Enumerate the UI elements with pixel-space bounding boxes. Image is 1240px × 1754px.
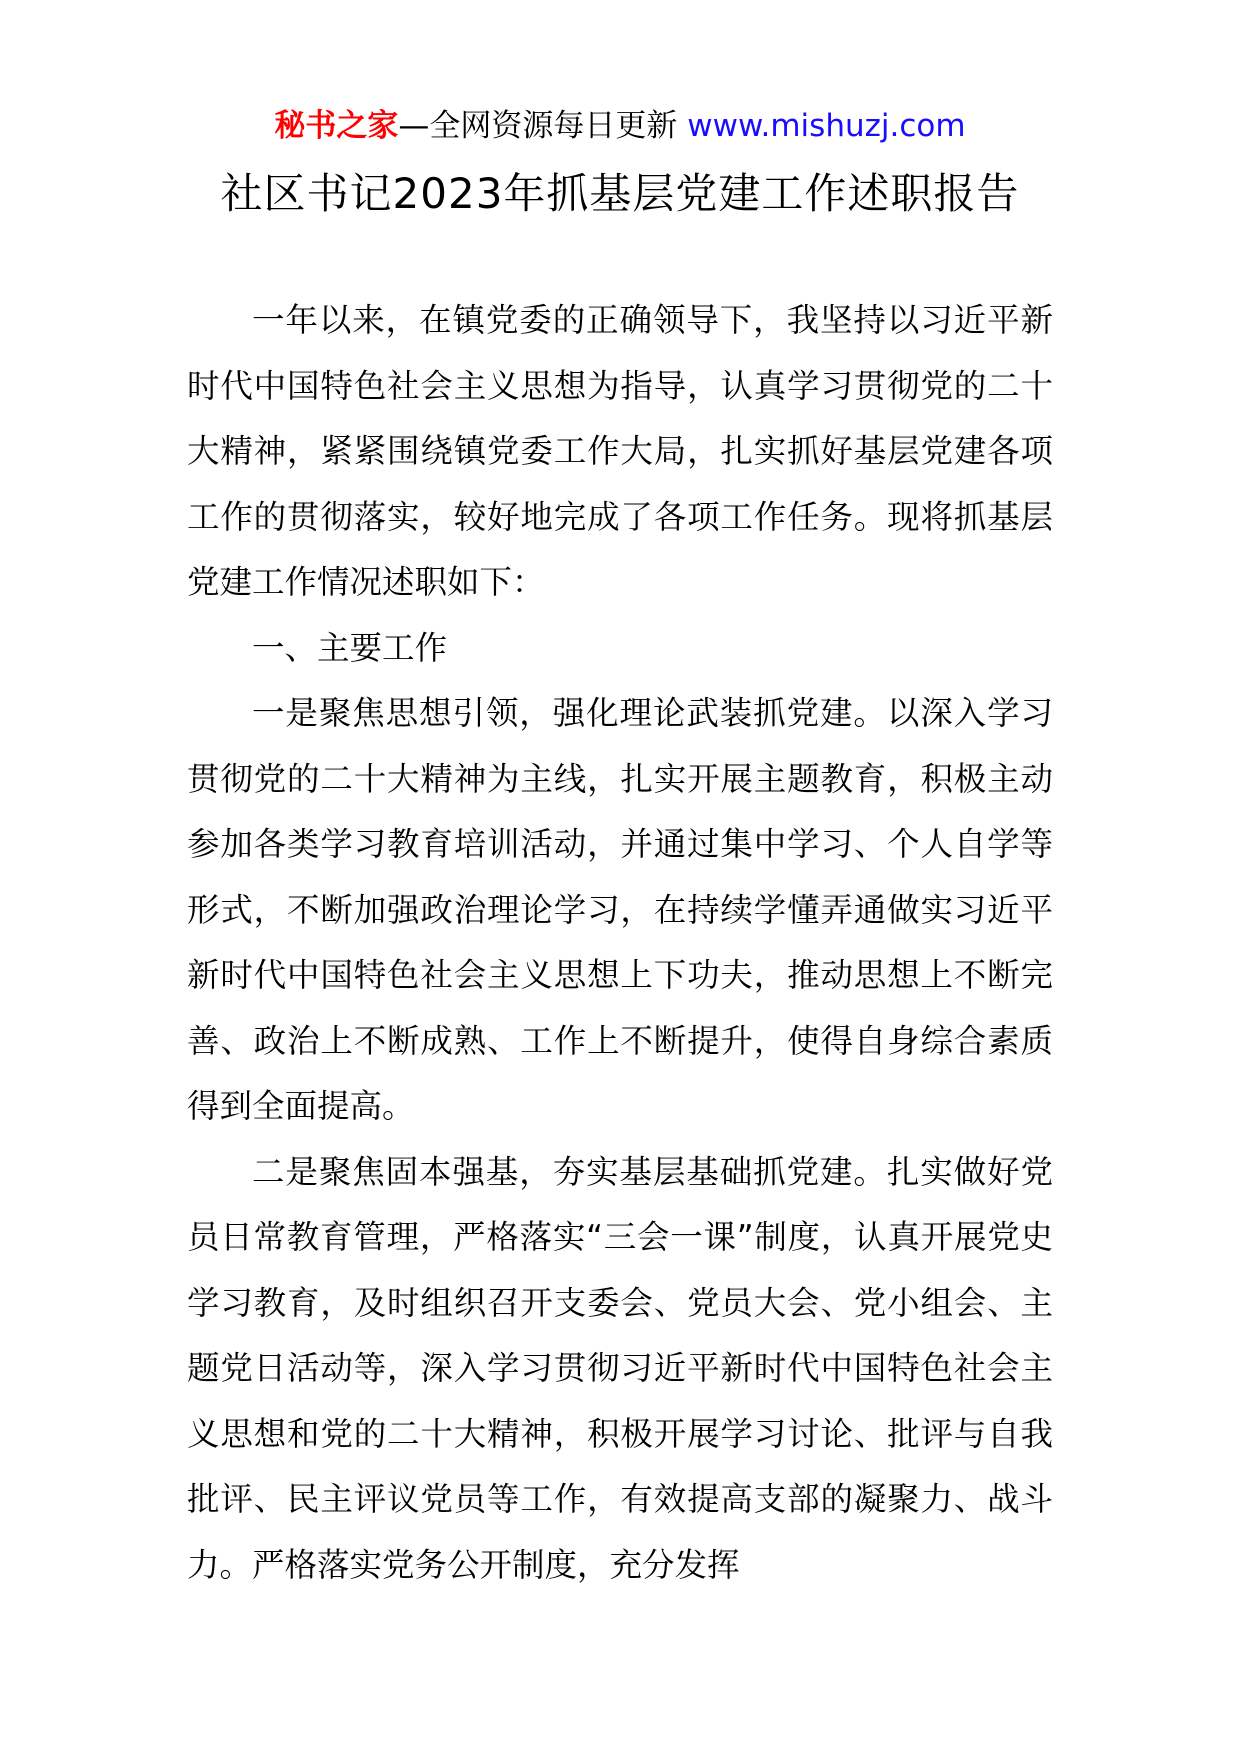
section-heading: 一、主要工作 (252, 628, 448, 667)
intro-paragraph: 一年以来，在镇党委的正确领导下，我坚持以习近平新时代中国特色社会主义思想为指导，认真学习贯彻党的二十大精神，紧紧围绕镇党委工作大局，扎实抓好基层党建各项工作的贯彻落实，较好地完成了各项工作任务。现将抓基层党建工作情况述职如下： (187, 301, 1053, 601)
document-title: 社区书记2023年抓基层党建工作述职报告 (220, 169, 1020, 218)
site-header (0, 104, 1240, 148)
body-paragraph: 二是聚焦固本强基，夯实基层基础抓党建。扎实做好党员日常教育管理，严格落实“三会一课”制度，认真开展党史学习教育，及时组织召开支委会、党员大会、党小组会、主题党日活动等，深入学习贯彻习近平新时代中国特色社会主义思想和党的二十大精神，积极开展学习讨论、批评与自我批评、民主评议党员等工作，有效提高支部的凝聚力、战斗力。严格落实党务公开制度，充分发挥 (187, 1152, 1053, 1584)
document-body (187, 288, 1053, 1598)
header-tagline: —全网资源每日更新 (398, 108, 678, 144)
body-paragraph: 一是聚焦思想引领，强化理论武装抓党建。以深入学习贯彻党的二十大精神为主线，扎实开展主题教育，积极主动参加各类学习教育培训活动，并通过集中学习、个人自学等形式，不断加强政治理论学习，在持续学懂弄通做实习近平新时代中国特色社会主义思想上下功夫，推动思想上不断完善、政治上不断成熟、工作上不断提升，使得自身综合素质得到全面提高。 (187, 694, 1053, 1125)
brand-name: 秘书之家 (274, 108, 399, 144)
site-url-link[interactable]: www.mishuzj.com (687, 108, 966, 144)
